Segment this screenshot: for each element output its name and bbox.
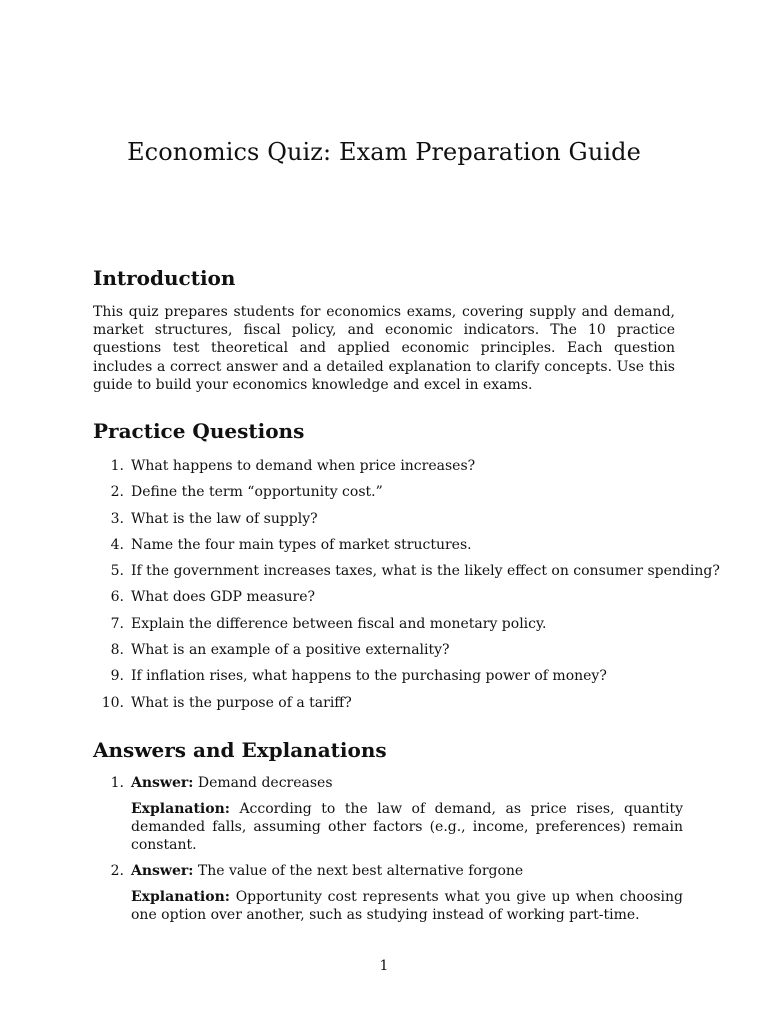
question-number: 9. bbox=[110, 668, 124, 685]
question-text: What is the purpose of a tariff? bbox=[131, 694, 352, 711]
question-text: What does GDP measure? bbox=[131, 589, 316, 606]
question-number: 4. bbox=[110, 536, 124, 553]
question-item bbox=[93, 561, 720, 587]
document-title: Economics Quiz: Exam Preparation Guide bbox=[127, 138, 641, 166]
question-number: 1. bbox=[110, 458, 124, 474]
introduction-paragraph: This quiz prepares students for economics exams, covering supply and demand, market structures, fiscal policy, and economic indicators. The 10 practice questions test theoretical and applied economic principles. Each question includes a correct answer and a detailed explanation to clarify concepts. Use this guide to build your economics knowledge and excel in exams. bbox=[93, 304, 675, 393]
answer-label: Answer: bbox=[131, 863, 194, 879]
answer-text: Demand decreases bbox=[197, 775, 333, 791]
explanation-line bbox=[131, 800, 683, 854]
page-number: 1 bbox=[379, 958, 389, 974]
question-number: 7. bbox=[110, 615, 124, 632]
answer-line bbox=[131, 774, 683, 792]
answers-list bbox=[93, 774, 683, 924]
question-item bbox=[93, 666, 693, 692]
explanation-label: Explanation: bbox=[131, 801, 230, 817]
question-text: If the government increases taxes, what is the likely effect on consumer spending? bbox=[131, 563, 720, 580]
question-number: 2. bbox=[110, 484, 124, 501]
answer-item bbox=[93, 862, 683, 924]
question-text: What happens to demand when price increases? bbox=[131, 458, 476, 474]
answer-number: 2. bbox=[110, 863, 124, 879]
question-text: Name the four main types of market structures. bbox=[131, 536, 472, 553]
question-item bbox=[93, 509, 693, 535]
question-item bbox=[93, 693, 693, 719]
answer-text: The value of the next best alternative forgone bbox=[197, 863, 524, 879]
question-item bbox=[93, 587, 693, 613]
explanation-line bbox=[131, 888, 683, 924]
question-item bbox=[93, 456, 693, 482]
introduction-heading: Introduction bbox=[93, 266, 236, 290]
question-text: What is the law of supply? bbox=[131, 510, 318, 527]
question-number: 3. bbox=[110, 510, 124, 527]
practice-questions-list bbox=[93, 456, 720, 719]
explanation-text: According to the law of demand, as price rises, quantity demanded falls, assuming other factors (e.g., income, preferences) remain constant. bbox=[131, 801, 684, 853]
question-number: 6. bbox=[110, 589, 124, 606]
question-text: What is an example of a positive externality? bbox=[131, 642, 450, 659]
practice-questions-heading: Practice Questions bbox=[93, 419, 305, 443]
explanation-label: Explanation: bbox=[131, 889, 230, 905]
answer-label: Answer: bbox=[131, 775, 194, 791]
question-text: Explain the difference between fiscal and monetary policy. bbox=[131, 615, 547, 632]
question-number: 10. bbox=[101, 694, 124, 711]
question-text: If inflation rises, what happens to the purchasing power of money? bbox=[131, 668, 607, 685]
question-number: 8. bbox=[110, 642, 124, 659]
explanation-text: Opportunity cost represents what you give up when choosing one option over another, such as studying instead of working part-time. bbox=[131, 889, 684, 923]
question-item bbox=[93, 482, 693, 508]
question-item bbox=[93, 640, 693, 666]
question-item bbox=[93, 535, 693, 561]
answers-heading: Answers and Explanations bbox=[93, 738, 387, 762]
question-number: 5. bbox=[110, 563, 124, 580]
question-text: Define the term “opportunity cost.” bbox=[131, 484, 383, 501]
answer-line bbox=[131, 862, 683, 880]
answer-item bbox=[93, 774, 683, 854]
answer-number: 1. bbox=[110, 775, 124, 791]
question-item bbox=[93, 614, 693, 640]
